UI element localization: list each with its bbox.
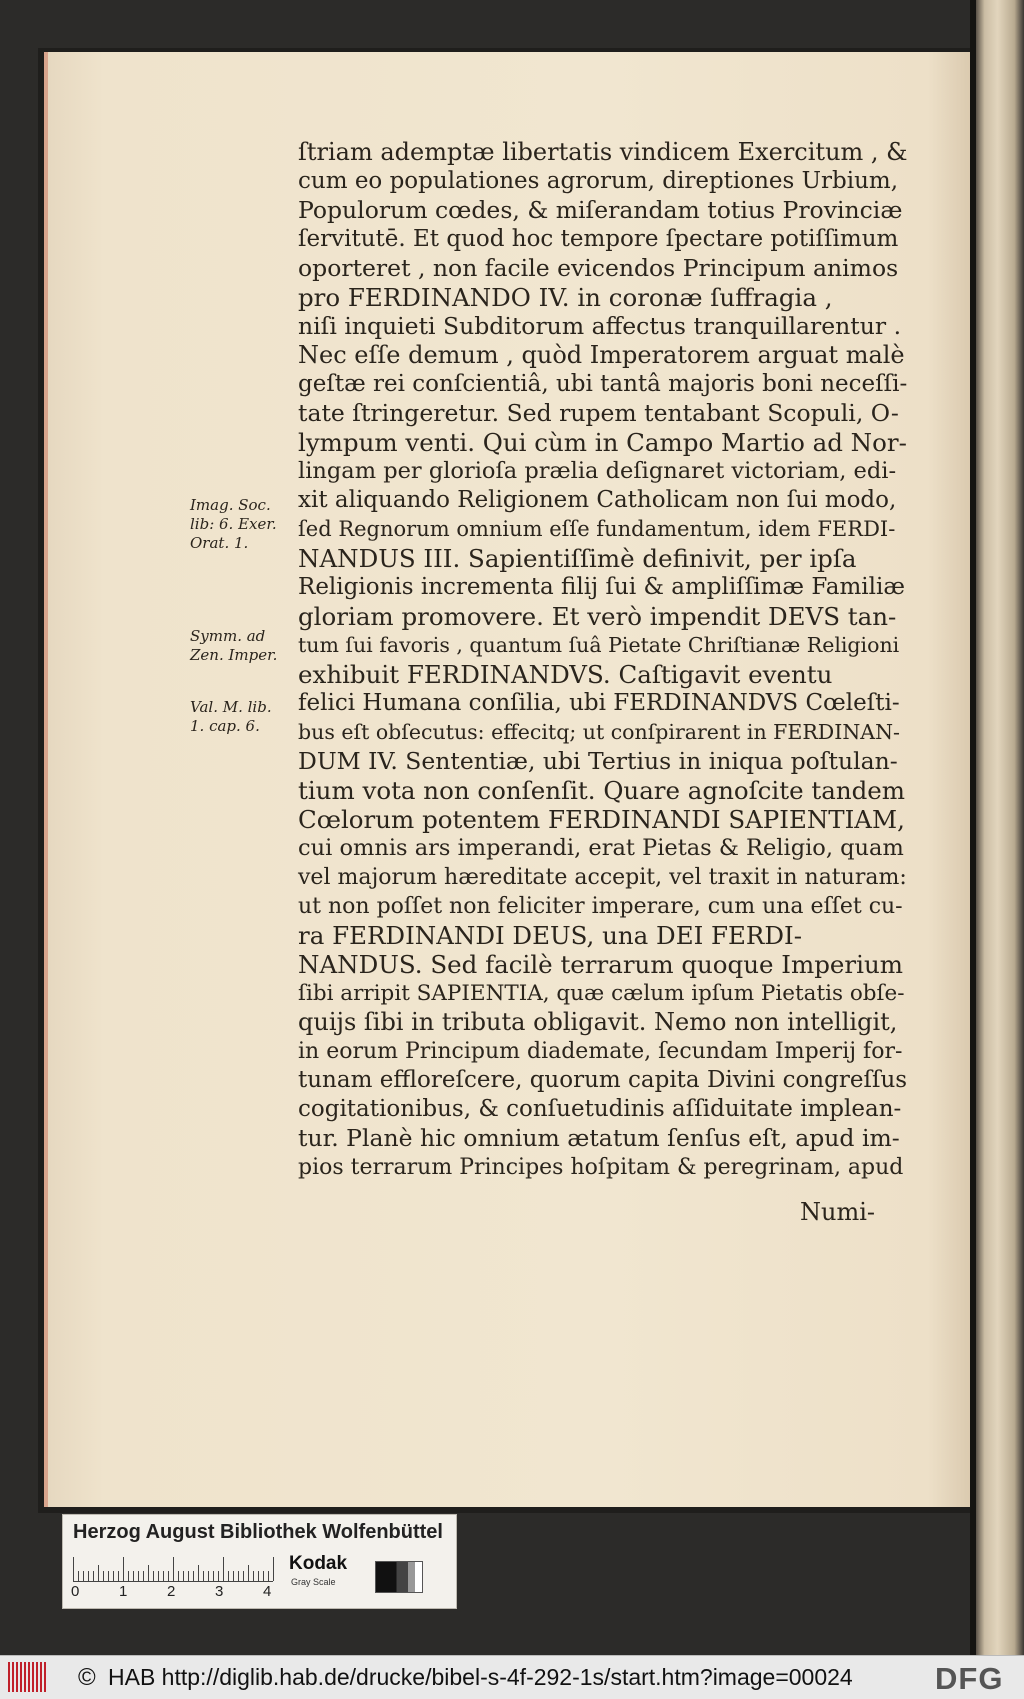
catchword: Numi- (800, 1198, 875, 1226)
ruler-tick (223, 1557, 224, 1581)
text-line: exhibuit FERDINANDVS. Caſtigavit eventu (298, 660, 833, 689)
note-line: Val. M. lib. (190, 698, 272, 716)
text-line: Nec eſſe demum , quòd Imperatorem arguat malè (298, 341, 905, 369)
ruler-tick (108, 1571, 109, 1581)
text-line: tum ſui favoris , quantum ſuâ Pietate Chriſtianæ Religioni (298, 633, 900, 657)
scale-number: 1 (119, 1583, 128, 1600)
text-line: tunam efflorеſcere, quorum capita Divini congreſſus (298, 1067, 908, 1093)
ruler-tick (258, 1571, 259, 1581)
scale-number: 3 (215, 1583, 224, 1600)
text-line: NANDUS. Sed facilè terrarum quoque Imperium (298, 950, 903, 979)
ruler-tick (128, 1571, 129, 1581)
text-line: in eorum Principum diademate, ſecundam Imperij for- (298, 1039, 903, 1064)
ruler-tick (208, 1571, 209, 1581)
gray-swatch (375, 1561, 423, 1593)
ruler-tick (228, 1571, 229, 1581)
ruler-tick (73, 1557, 74, 1581)
text-line: vel majorum hæreditate accepit, vel traxit in naturam: (298, 865, 907, 890)
text-line: pro FERDINANDO IV. in coronæ ſuffragia , (298, 283, 833, 312)
ruler-tick (118, 1571, 119, 1581)
text-line: cui omnis ars imperandi, erat Pietas & Religio, quam (298, 835, 904, 861)
ruler-tick (103, 1571, 104, 1581)
source-url[interactable]: HAB http://diglib.hab.de/drucke/bibel-s-4f-292-1s/start.htm?image=00024 (108, 1664, 853, 1690)
ruler-tick (248, 1565, 249, 1581)
note-line: lib: 6. Exer. (190, 515, 277, 533)
text-line: bus eſt obſecutus: effecitq; ut conſpirarent in FERDINAN- (298, 720, 900, 744)
ruler-tick (243, 1571, 244, 1581)
margin-note (190, 627, 277, 665)
text-line: lingam per glorioſa prælia deſignaret victoriam, edi- (298, 458, 897, 484)
ruler-tick (238, 1571, 239, 1581)
text-line: felici Humana conſilia, ubi FERDINANDVS Cœleſti- (298, 690, 900, 716)
ruler-tick (233, 1571, 234, 1581)
text-line: quijs ſibi in tributa obligavit. Nemo non intelligit, (298, 1008, 898, 1036)
scale-ruler (73, 1555, 273, 1582)
ruler-tick (183, 1571, 184, 1581)
ruler-tick (143, 1571, 144, 1581)
ruler-tick (163, 1571, 164, 1581)
ruler-tick (253, 1571, 254, 1581)
text-line: xit aliquando Religionem Catholicam non ſui modo, (298, 487, 897, 513)
next-page-edge (976, 0, 1024, 1655)
note-line: 1. cap. 6. (190, 717, 260, 735)
text-line: cogitationibus, & conſuetudinis aſſiduitate implean- (298, 1096, 902, 1122)
text-line: Populorum cœdes, & miſerandam totius Provinciæ (298, 196, 903, 224)
text-line: niſi inquieti Subditorum affectus tranquillarentur . (298, 312, 902, 340)
scale-number: 0 (71, 1583, 80, 1600)
ruler-tick (268, 1571, 269, 1581)
scale-number: 2 (167, 1583, 176, 1600)
text-line: cum eo populationes agrorum, direptiones Urbium, (298, 168, 899, 194)
text-line: ſtriam ademptæ libertatis vindicem Exercitum , & (298, 138, 908, 166)
ruler-tick (188, 1571, 189, 1581)
note-line: Imag. Soc. (190, 496, 271, 514)
ruler-tick (218, 1571, 219, 1581)
library-name: Herzog August Bibliothek Wolfenbüttel (73, 1521, 443, 1543)
text-line: oporteret , non facile evicendos Principum animos (298, 254, 899, 282)
text-line: tate ſtringeretur. Sed rupem tentabant Scopuli, O- (298, 399, 899, 427)
ruler-tick (78, 1571, 79, 1581)
ruler-tick (123, 1557, 124, 1581)
text-line: gloriam promovere. Et verò impendit DEVS tan- (298, 602, 897, 631)
gray-scale-label: Gray Scale (291, 1577, 336, 1587)
scale-number: 4 (263, 1583, 272, 1600)
text-line: ra FERDINANDI DEUS, una DEI FERDI- (298, 921, 802, 950)
note-line: Zen. Imper. (190, 646, 278, 664)
ruler-tick (168, 1571, 169, 1581)
library-color-chart (62, 1514, 457, 1609)
ruler-tick (193, 1571, 194, 1581)
ruler-tick (203, 1571, 204, 1581)
note-line: Orat. 1. (190, 534, 249, 552)
ruler-tick (133, 1571, 134, 1581)
viewer-footer (0, 1655, 1024, 1699)
text-line: ſed Regnorum omnium eſſe fundamentum, idem FERDI- (298, 517, 896, 541)
main-text (298, 138, 908, 1182)
text-line: ſibi arripit SAPIENTIA, quæ cælum ipſum Pietatis obſe- (298, 981, 905, 1006)
text-line: Religionis incrementa filij ſui & ampliſſimæ Familiæ (298, 574, 905, 600)
text-line: NANDUS III. Sapientiſſimè definivit, per ipſa (298, 544, 857, 573)
ruler-tick (98, 1565, 99, 1581)
text-line: pios terrarum Principes hoſpitam & peregrinam, apud (298, 1155, 904, 1180)
text-line: ſervitutē. Et quod hoc tempore ſpectare potiſſimum (298, 226, 899, 252)
ruler-tick (93, 1571, 94, 1581)
text-line: tur. Planè hic omnium ætatum ſenſus eſt, apud im- (298, 1124, 900, 1152)
margin-note (190, 496, 277, 553)
barcode-icon (8, 1662, 48, 1692)
ruler-tick (148, 1565, 149, 1581)
ruler-tick (213, 1571, 214, 1581)
ruler-tick (198, 1565, 199, 1581)
ruler-tick (273, 1557, 274, 1581)
ruler-tick (88, 1571, 89, 1581)
margin-note (190, 698, 272, 736)
ruler-tick (153, 1571, 154, 1581)
kodak-logo: Kodak (289, 1553, 348, 1574)
text-line: geſtæ rei conſcientiâ, ubi tantâ majoris boni neceſſi- (298, 371, 908, 397)
copyright-icon: © (78, 1664, 96, 1691)
ruler-tick (263, 1571, 264, 1581)
ruler-tick (158, 1571, 159, 1581)
note-line: Symm. ad (190, 627, 266, 645)
text-line: Cœlorum potentem FERDINANDI SAPIENTIAM, (298, 805, 905, 834)
ruler-tick (113, 1571, 114, 1581)
ruler-tick (83, 1571, 84, 1581)
text-line: lympum venti. Qui cùm in Campo Martio ad Nor- (298, 428, 907, 457)
text-line: ut non poſſet non feliciter imperare, cum una eſſet cu- (298, 894, 903, 919)
ruler-tick (173, 1557, 174, 1581)
text-line: tium vota non conſenſit. Quare agnoſcite tandem (298, 776, 906, 805)
dfg-logo: DFG (935, 1661, 1004, 1696)
text-line: DUM IV. Sententiæ, ubi Tertius in iniqua poſtulan- (298, 747, 898, 775)
ruler-tick (178, 1571, 179, 1581)
ruler-tick (138, 1571, 139, 1581)
